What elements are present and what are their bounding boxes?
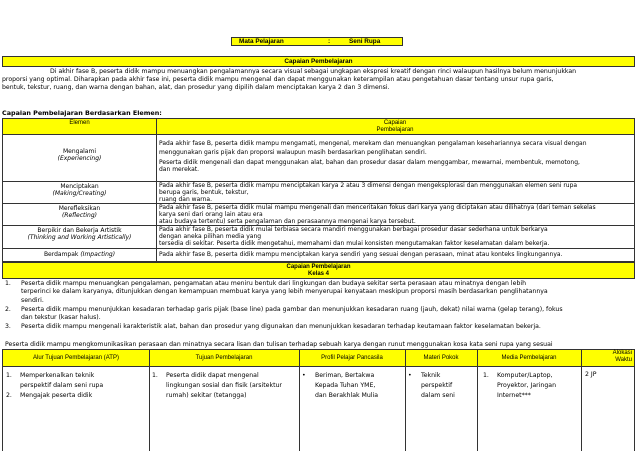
subject-label: Mata Pelajaran bbox=[239, 38, 284, 45]
capaian-line: karya seni dari orang lain atau era bbox=[159, 211, 263, 218]
plan-cell-tujuan bbox=[152, 371, 298, 401]
element-name-cell bbox=[3, 251, 156, 258]
list-item-line: terperinci ke dalam karyanya, ditunjukkan dengan kemampuan membuat karya yang lebih menyerupai kenyataan meskipun proporsi masih berdasarkan penglihatannya bbox=[21, 288, 548, 296]
list-item-number: 2. bbox=[5, 306, 11, 313]
list-item bbox=[5, 306, 636, 323]
cp-class-title: Capaian Pembelajaran bbox=[286, 264, 351, 270]
media-line: Proyektor, Jaringan bbox=[497, 382, 556, 389]
capaian-line: ruang dan warna. bbox=[159, 196, 212, 203]
atp-number: 1. bbox=[6, 372, 12, 379]
profil-line: dan Berakhlak Mulia bbox=[315, 392, 379, 399]
col-header-alokasi-line2: Waktu bbox=[615, 357, 632, 363]
col-header-elemen: Elemen bbox=[69, 120, 90, 126]
plan-table bbox=[2, 349, 635, 451]
list-item-line: sendiri. bbox=[21, 296, 44, 304]
col-header-alokasi bbox=[581, 350, 634, 364]
atp-number: 2. bbox=[6, 392, 12, 399]
media-line: Komputer/Laptop, bbox=[497, 372, 553, 379]
plan-cell-media bbox=[483, 371, 580, 401]
element-row-mengalami bbox=[3, 135, 634, 182]
atp-line: Memperkenalkan teknik bbox=[20, 372, 95, 379]
col-header-atp: Alur Tujuan Pembelajaran (ATP) bbox=[33, 355, 119, 361]
cp-by-element-heading: Capaian Pembelajaran Berdasarkan Elemen: bbox=[2, 109, 162, 117]
capaian-line: dengan aneka pilihan media yang bbox=[159, 233, 262, 240]
col-header-capaian-line2: Pembelajaran bbox=[376, 127, 414, 133]
element-capaian-cell bbox=[159, 251, 633, 258]
capaian-line: Pada akhir fase B, peserta didik mulai mampu mengenali dan menceritakan fokus dari karya yang diciptakan atau dilihatnya (dari teman sekelas bbox=[159, 204, 596, 211]
list-item bbox=[5, 280, 636, 305]
element-subname: (Impacting) bbox=[80, 251, 116, 258]
profil-line: Kepada Tuhan YME, bbox=[315, 382, 376, 389]
tujuan-line: lingkungan sosial dan fisik (arsitektur bbox=[166, 382, 282, 389]
cp-title-bar bbox=[2, 56, 635, 67]
plan-cell-atp bbox=[6, 371, 148, 401]
cp-class-level: Kelas 4 bbox=[307, 271, 329, 277]
subject-header bbox=[231, 37, 403, 46]
media-line: Internet*** bbox=[497, 392, 531, 399]
capaian-line: Pada akhir fase B, peserta didik mampu menciptakan karya sendiri yang sesuai dengan perasaan, minat atau konteks lingkungannya. bbox=[159, 251, 563, 258]
element-capaian-cell bbox=[159, 139, 633, 173]
plan-cell-materi bbox=[408, 371, 476, 401]
capaian-line: berupa garis, bentuk, tekstur, bbox=[159, 189, 249, 196]
atp-line: perspektif dalam seni rupa bbox=[20, 382, 104, 389]
element-row-menciptakan bbox=[3, 182, 634, 204]
plan-cell-alokasi: 2 JP bbox=[585, 371, 597, 378]
col-header-tujuan: Tujuan Pembelajaran bbox=[195, 355, 253, 361]
element-name-cell bbox=[3, 183, 156, 197]
element-name: Berpikir dan Bekerja Artistik bbox=[37, 227, 122, 234]
cp-intro-line: Di akhir fase B, peserta didik mampu menuangkan pengalamannya secara visual sebagai ungkapan ekspresi kreatif dengan rinci walaupun hasilnya belum menunjukkan bbox=[50, 68, 577, 75]
list-item bbox=[5, 323, 636, 331]
col-header-profil: Profil Pelajar Pancasila bbox=[321, 355, 383, 361]
col-header-capaian bbox=[156, 120, 634, 134]
element-capaian-cell bbox=[159, 226, 633, 247]
cp-class-bar bbox=[2, 262, 635, 279]
capaian-line: menggunakan garis pijak dan proporsi walaupun masih berdasarkan penglihatan sendiri. bbox=[159, 149, 427, 156]
element-subname: (Making/Creating) bbox=[52, 190, 107, 197]
elements-table-header bbox=[3, 119, 634, 135]
cp-intro bbox=[2, 68, 636, 93]
plan-table-header bbox=[3, 350, 634, 367]
cp-intro-line: bentuk, tekstur, ruang, dan warna dengan bahan, alat, dan prosedur yang dipilih dalam menciptakan karya 2 dan 3 dimensi. bbox=[2, 84, 390, 92]
element-row-berdampak bbox=[3, 249, 634, 261]
element-subname: (Experiencing) bbox=[57, 155, 102, 162]
col-header-capaian-line1: Capaian bbox=[383, 120, 407, 126]
materi-line: Teknik bbox=[421, 372, 441, 379]
list-item-line: Peserta didik mampu menunjukkan kesadaran terhadap garis pijak (base line) pada gambar dan menunjukkan kesadaran ruang (jauh, dekat) nilai warna (gelap terang), fokus bbox=[21, 306, 563, 313]
atp-line: Mengajak peserta didik bbox=[20, 392, 93, 399]
element-name: Mengalami bbox=[62, 148, 96, 155]
list-item-line: dan tekstur (kasar halus). bbox=[21, 314, 101, 322]
element-capaian-cell bbox=[159, 204, 633, 225]
profil-line: Beriman, Bertakwa bbox=[315, 372, 375, 379]
element-row-berpikir bbox=[3, 226, 634, 249]
element-name: Merefleksikan bbox=[58, 205, 101, 212]
capaian-line: Pada akhir fase B, peserta didik mulai terbiasa secara mandiri menggunakan berbagai prosedur dasar sederhana untuk berkarya bbox=[159, 226, 548, 233]
plan-cell-profil bbox=[302, 371, 404, 401]
element-name-cell bbox=[3, 227, 156, 241]
list-item-line: Peserta didik mampu mengenali karakteristik alat, bahan dan prosedur yang digunakan dan menunjukkan kesadaran terhadap keutamaan faktor keselamatan bekerja. bbox=[21, 323, 541, 330]
list-item-line: Peserta didik mampu menuangkan pengalaman, pengamatan atau meniru bentuk dari lingkungan dan budaya sekitar serta perasaan atau minatnya dengan lebih bbox=[21, 280, 527, 287]
cp-intro-line: proporsi yang optimal. Diharapkan pada akhir fase ini, peserta didik mampu mengenal dan dapat menggunakan keterampilan atau pengetahuan dasar tentang unsur rupa garis, bbox=[2, 76, 554, 84]
tujuan-line: Peserta didik dapat mengenal bbox=[166, 372, 259, 379]
bullet-icon: • bbox=[408, 372, 412, 379]
col-header-alokasi-line1: Alokasi bbox=[612, 350, 632, 356]
capaian-line: Pada akhir fase B, peserta didik mampu menciptakan karya 2 atau 3 dimensi dengan mengeksplorasi dan menggunakan elemen seni rupa bbox=[159, 182, 578, 189]
list-item-number: 3. bbox=[5, 323, 11, 330]
capaian-line: tersedia di sekitar. Peserta didik mengetahui, memahami dan mulai konsisten mengutamakan faktor keselamatan dalam bekerja. bbox=[159, 240, 550, 247]
col-header-materi: Materi Pokok bbox=[423, 355, 459, 361]
element-name: Berdampak bbox=[43, 251, 79, 258]
element-subname: (Reflecting) bbox=[61, 212, 98, 219]
element-row-merefleksikan bbox=[3, 204, 634, 226]
capaian-line: Peserta didik mengenali dan dapat menggunakan alat, bahan dan prosedur dasar dalam menggambar, mewarnai, membentuk, memotong, bbox=[159, 159, 580, 166]
capaian-line: Pada akhir fase B, peserta didik mampu mengamati, mengenal, merekam dan menuangkan pengalaman kesehariannya secara visual dengan bbox=[159, 140, 587, 147]
element-name-cell bbox=[3, 205, 156, 219]
element-subname: (Thinking and Working Artistically) bbox=[27, 234, 132, 241]
list-item-number: 1. bbox=[5, 280, 11, 287]
elements-table bbox=[2, 118, 635, 262]
subject-value: Seni Rupa bbox=[349, 38, 381, 45]
tujuan-number: 1. bbox=[152, 372, 158, 379]
tujuan-line: rumah) sekitar (tetangga) bbox=[166, 392, 247, 399]
capaian-line: dan merekat. bbox=[159, 166, 200, 173]
subject-separator: : bbox=[328, 38, 331, 45]
materi-line: perspektif bbox=[421, 382, 453, 389]
media-number: 1. bbox=[483, 372, 489, 379]
cp-title: Capaian Pembelajaran bbox=[284, 58, 353, 65]
materi-line: dalam seni bbox=[421, 392, 455, 399]
capaian-line: atau budaya tertentu) serta pengalaman dan perasaannya mengenai karya tersebut. bbox=[159, 218, 416, 225]
col-header-media: Media Pembelajaran bbox=[501, 355, 557, 361]
element-name-cell bbox=[3, 148, 156, 162]
cp-class-closing: Peserta didik mampu mengkomunikasikan perasaan dan minatnya secara lisan dan tulisan terhadap sebuah karya dengan runut menggunakan kosa kata seni rupa yang sesuai bbox=[5, 341, 553, 348]
element-name: Menciptakan bbox=[60, 183, 99, 190]
element-capaian-cell bbox=[159, 182, 633, 203]
bullet-icon: • bbox=[302, 372, 306, 379]
